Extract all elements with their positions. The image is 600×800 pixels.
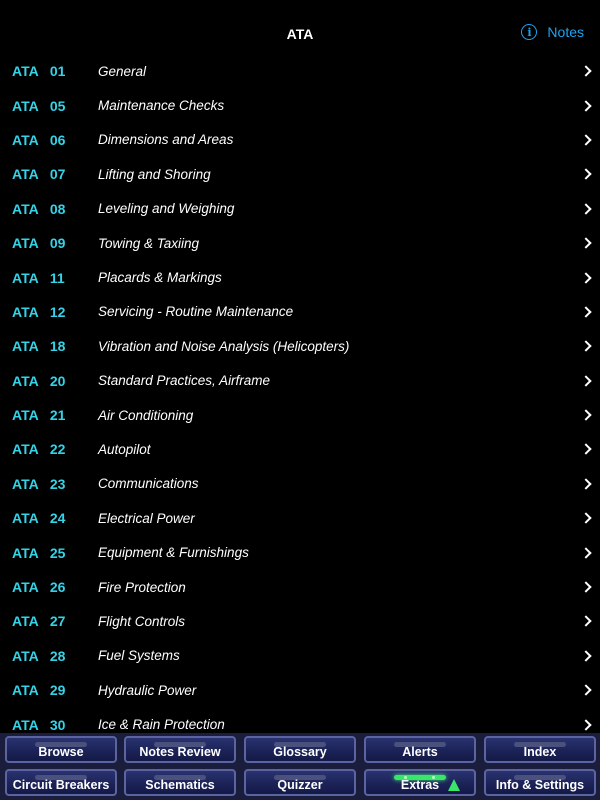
chapter-title: Ice & Rain Protection bbox=[98, 717, 225, 733]
chapter-title: Fire Protection bbox=[98, 579, 186, 595]
ata-code bbox=[12, 717, 92, 733]
button-label: Info & Settings bbox=[495, 778, 585, 792]
chevron-right-icon bbox=[580, 100, 591, 111]
ata-prefix: ATA bbox=[12, 63, 39, 80]
button-label: Glossary bbox=[273, 745, 327, 759]
ata-code bbox=[12, 304, 92, 320]
chapter-title: Maintenance Checks bbox=[98, 98, 225, 114]
ata-number: 22 bbox=[49, 441, 66, 458]
button-label: Quizzer bbox=[277, 778, 323, 792]
chapter-title: Placards & Markings bbox=[98, 270, 222, 286]
up-triangle-icon bbox=[448, 779, 460, 791]
ata-number: 26 bbox=[49, 579, 66, 596]
ata-code bbox=[12, 132, 92, 148]
chapter-title: Standard Practices, Airframe bbox=[98, 373, 271, 389]
list-item[interactable] bbox=[0, 123, 600, 157]
browse-button[interactable] bbox=[5, 736, 117, 763]
chapter-title: Leveling and Weighing bbox=[98, 201, 235, 217]
ata-prefix: ATA bbox=[12, 235, 39, 252]
button-label: Notes Review bbox=[139, 745, 221, 759]
ata-number: 09 bbox=[49, 235, 66, 252]
extras-button[interactable] bbox=[364, 769, 476, 796]
ata-prefix: ATA bbox=[12, 269, 39, 286]
list-item[interactable] bbox=[0, 226, 600, 260]
chapter-title: Servicing - Routine Maintenance bbox=[98, 304, 294, 320]
ata-prefix: ATA bbox=[12, 544, 39, 561]
ata-prefix: ATA bbox=[12, 372, 39, 389]
chapter-title: Vibration and Noise Analysis (Helicopters) bbox=[98, 338, 350, 354]
ata-code bbox=[12, 613, 92, 629]
chevron-right-icon bbox=[580, 513, 591, 524]
button-label: Schematics bbox=[145, 778, 215, 792]
info-settings-button[interactable] bbox=[484, 769, 596, 796]
chevron-right-icon bbox=[580, 581, 591, 592]
chevron-right-icon bbox=[580, 169, 591, 180]
chevron-right-icon bbox=[580, 650, 591, 661]
ata-prefix: ATA bbox=[12, 716, 39, 733]
ata-number: 24 bbox=[49, 510, 66, 527]
ata-code bbox=[12, 648, 92, 664]
chapter-title: General bbox=[98, 63, 147, 79]
ata-code bbox=[12, 338, 92, 354]
ata-number: 28 bbox=[49, 647, 66, 664]
ata-number: 21 bbox=[49, 407, 66, 424]
page-title: ATA bbox=[286, 26, 314, 42]
info-circle-icon: i bbox=[521, 24, 537, 40]
chapter-title: Towing & Taxiing bbox=[98, 235, 200, 251]
ata-number: 18 bbox=[49, 338, 66, 355]
list-item[interactable] bbox=[0, 604, 600, 638]
chevron-right-icon bbox=[580, 341, 591, 352]
list-item[interactable] bbox=[0, 88, 600, 122]
ata-prefix: ATA bbox=[12, 475, 39, 492]
chapter-title: Equipment & Furnishings bbox=[98, 545, 249, 561]
list-item[interactable] bbox=[0, 398, 600, 432]
ata-code bbox=[12, 373, 92, 389]
list-item[interactable] bbox=[0, 639, 600, 673]
notes-label: Notes bbox=[547, 24, 584, 40]
ata-prefix: ATA bbox=[12, 166, 39, 183]
ata-number: 11 bbox=[49, 269, 65, 286]
list-item[interactable] bbox=[0, 329, 600, 363]
ata-number: 12 bbox=[49, 303, 66, 320]
ata-code bbox=[12, 407, 92, 423]
index-button[interactable] bbox=[484, 736, 596, 763]
alerts-button[interactable] bbox=[364, 736, 476, 763]
bottom-toolbar bbox=[0, 733, 600, 800]
chapter-title: Dimensions and Areas bbox=[98, 132, 234, 148]
list-item[interactable] bbox=[0, 570, 600, 604]
ata-code bbox=[12, 63, 92, 79]
ata-code bbox=[12, 682, 92, 698]
ata-prefix: ATA bbox=[12, 407, 39, 424]
list-item[interactable] bbox=[0, 432, 600, 466]
list-item[interactable] bbox=[0, 54, 600, 88]
chevron-right-icon bbox=[580, 306, 591, 317]
ata-code bbox=[12, 476, 92, 492]
chapter-title: Communications bbox=[98, 476, 199, 492]
chevron-right-icon bbox=[580, 478, 591, 489]
ata-prefix: ATA bbox=[12, 441, 39, 458]
ata-code bbox=[12, 166, 92, 182]
list-item[interactable] bbox=[0, 673, 600, 707]
ata-number: 07 bbox=[49, 166, 66, 183]
notes-button[interactable] bbox=[521, 24, 584, 40]
notes-review-button[interactable] bbox=[124, 736, 236, 763]
list-item[interactable] bbox=[0, 192, 600, 226]
ata-number: 23 bbox=[49, 475, 66, 492]
chapter-title: Fuel Systems bbox=[98, 648, 180, 664]
ata-number: 27 bbox=[49, 613, 66, 630]
chapter-title: Autopilot bbox=[98, 441, 151, 457]
ata-number: 30 bbox=[49, 716, 66, 733]
list-item[interactable] bbox=[0, 467, 600, 501]
button-label: Circuit Breakers bbox=[12, 778, 110, 792]
ata-code bbox=[12, 270, 92, 286]
chevron-right-icon bbox=[580, 66, 591, 77]
chapter-title: Flight Controls bbox=[98, 613, 186, 629]
list-item[interactable] bbox=[0, 707, 600, 734]
ata-prefix: ATA bbox=[12, 131, 39, 148]
list-item[interactable] bbox=[0, 501, 600, 535]
ata-number: 06 bbox=[49, 131, 66, 148]
chevron-right-icon bbox=[580, 685, 591, 696]
ata-chapter-list bbox=[0, 54, 600, 734]
ata-prefix: ATA bbox=[12, 303, 39, 320]
chapter-title: Hydraulic Power bbox=[98, 682, 197, 698]
ata-code bbox=[12, 545, 92, 561]
ata-number: 05 bbox=[49, 97, 66, 114]
quizzer-button[interactable] bbox=[244, 769, 356, 796]
ata-number: 25 bbox=[49, 544, 66, 561]
chapter-title: Air Conditioning bbox=[98, 407, 194, 423]
chevron-right-icon bbox=[580, 616, 591, 627]
button-label: Index bbox=[523, 745, 557, 759]
ata-prefix: ATA bbox=[12, 97, 39, 114]
ata-code bbox=[12, 201, 92, 217]
ata-prefix: ATA bbox=[12, 510, 39, 527]
ata-code bbox=[12, 510, 92, 526]
ata-number: 20 bbox=[49, 372, 66, 389]
chevron-right-icon bbox=[580, 409, 591, 420]
list-item[interactable] bbox=[0, 260, 600, 294]
ata-prefix: ATA bbox=[12, 682, 39, 699]
circuit-breakers-button[interactable] bbox=[5, 769, 117, 796]
ata-number: 01 bbox=[49, 63, 66, 80]
ata-number: 08 bbox=[49, 200, 66, 217]
button-label: Alerts bbox=[402, 745, 438, 759]
chapter-title: Lifting and Shoring bbox=[98, 166, 211, 182]
ata-prefix: ATA bbox=[12, 579, 39, 596]
ata-prefix: ATA bbox=[12, 647, 39, 664]
chevron-right-icon bbox=[580, 134, 591, 145]
ata-prefix: ATA bbox=[12, 338, 39, 355]
schematics-button[interactable] bbox=[124, 769, 236, 796]
ata-code bbox=[12, 579, 92, 595]
navigation-bar bbox=[0, 0, 600, 52]
ata-prefix: ATA bbox=[12, 613, 39, 630]
list-item[interactable] bbox=[0, 157, 600, 191]
chevron-right-icon bbox=[580, 547, 591, 558]
ata-code bbox=[12, 235, 92, 251]
button-label: Extras bbox=[400, 778, 440, 792]
chevron-right-icon bbox=[580, 444, 591, 455]
glossary-button[interactable] bbox=[244, 736, 356, 763]
chevron-right-icon bbox=[580, 719, 591, 730]
ata-code bbox=[12, 98, 92, 114]
list-item[interactable] bbox=[0, 535, 600, 569]
chapter-title: Electrical Power bbox=[98, 510, 195, 526]
chevron-right-icon bbox=[580, 272, 591, 283]
list-item[interactable] bbox=[0, 364, 600, 398]
list-item[interactable] bbox=[0, 295, 600, 329]
chevron-right-icon bbox=[580, 237, 591, 248]
ata-number: 29 bbox=[49, 682, 66, 699]
chevron-right-icon bbox=[580, 375, 591, 386]
ata-prefix: ATA bbox=[12, 200, 39, 217]
chevron-right-icon bbox=[580, 203, 591, 214]
button-label: Browse bbox=[38, 745, 84, 759]
ata-code bbox=[12, 441, 92, 457]
